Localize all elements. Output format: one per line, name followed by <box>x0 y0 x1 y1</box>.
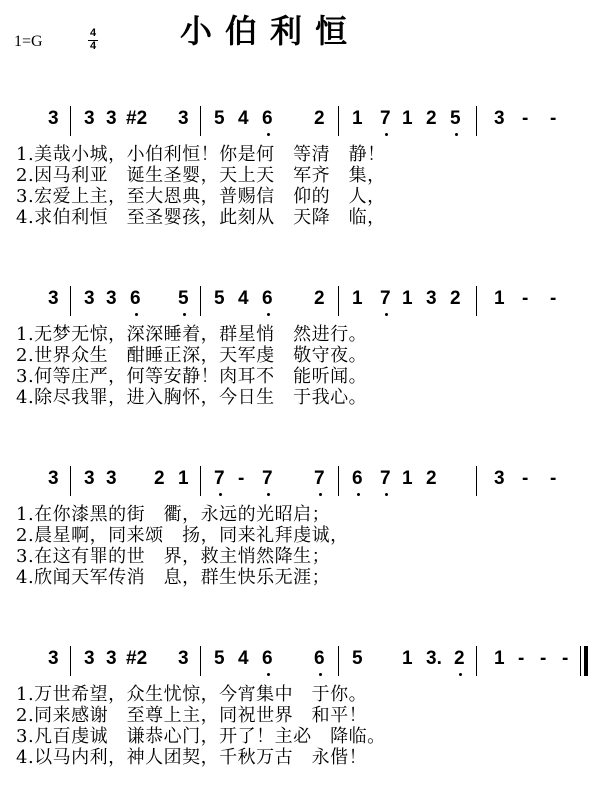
bar-line <box>338 106 339 136</box>
bar-line <box>200 646 201 676</box>
key-signature: 1=G <box>14 33 43 50</box>
bar-line <box>70 286 71 316</box>
bar-line <box>200 466 201 496</box>
note: 4 <box>238 108 249 129</box>
lyrics-block-4 <box>16 684 586 768</box>
note: 3 <box>84 648 95 669</box>
note: 5 <box>214 648 225 669</box>
lower-octave-dot <box>183 313 186 316</box>
note: #2 <box>126 648 148 669</box>
note: 2 <box>426 468 437 489</box>
note: 7 <box>380 108 391 129</box>
note: 3 <box>106 288 117 309</box>
note: 4 <box>238 648 249 669</box>
note: 6 <box>262 288 273 309</box>
note: 3 <box>84 468 95 489</box>
final-bar-thin <box>580 646 581 676</box>
note: 2 <box>450 288 461 309</box>
time-signature <box>86 28 100 53</box>
notation-line-1 <box>44 104 584 144</box>
note: - <box>550 468 557 489</box>
note: 1 <box>352 108 363 129</box>
bar-line <box>200 106 201 136</box>
note: 1 <box>494 288 505 309</box>
lower-octave-dot <box>385 313 388 316</box>
note: 3 <box>48 108 59 129</box>
note: 6 <box>352 468 363 489</box>
note: 3 <box>106 108 117 129</box>
note: 1 <box>402 648 413 669</box>
note: 3 <box>178 108 189 129</box>
note: 5 <box>214 288 225 309</box>
note: 3 <box>84 288 95 309</box>
note: 6 <box>262 648 273 669</box>
note: 3 <box>84 108 95 129</box>
lower-octave-dot <box>357 493 360 496</box>
bar-line <box>200 286 201 316</box>
note: 6 <box>130 288 141 309</box>
note: 3 <box>48 648 59 669</box>
note: - <box>550 288 557 309</box>
lower-octave-dot <box>385 493 388 496</box>
bar-line <box>338 466 339 496</box>
note: 2 <box>154 468 165 489</box>
note: 5 <box>178 288 189 309</box>
notation-line-4 <box>44 644 584 684</box>
note: - <box>550 108 557 129</box>
bar-line <box>70 466 71 496</box>
lyric-verse-4: 4.求伯利恒 至圣婴孩，此刻从 天降 临， <box>16 207 386 228</box>
note: 1 <box>402 468 413 489</box>
final-bar-thick <box>584 646 588 676</box>
lyric-verse-1: 1.无梦无惊，深深睡着，群星悄 然进行。 <box>16 324 368 345</box>
note: #2 <box>126 108 148 129</box>
lyric-verse-1: 1.万世希望，众生忧惊，今宵集中 于你。 <box>16 684 368 705</box>
lyric-verse-2: 2.同来感谢 至尊上主，同祝世界 和平！ <box>16 705 368 726</box>
lower-octave-dot <box>319 493 322 496</box>
bar-line <box>476 106 477 136</box>
note: - <box>522 108 529 129</box>
lyric-verse-4: 4.以马内利，神人团契，千秋万古 永偕！ <box>16 747 368 768</box>
note: 2 <box>454 648 465 669</box>
bar-line <box>476 466 477 496</box>
note: 7 <box>314 468 325 489</box>
time-signature-top: 4 <box>89 27 97 39</box>
note: 3 <box>494 108 505 129</box>
lower-octave-dot <box>385 133 388 136</box>
lyric-verse-1: 1.美哉小城，小伯利恒！你是何 等清 静！ <box>16 144 386 165</box>
lower-octave-dot <box>219 493 222 496</box>
lyrics-block-2 <box>16 324 586 408</box>
bar-line <box>476 646 477 676</box>
note: 7 <box>380 468 391 489</box>
lyric-verse-3: 3.何等庄严，何等安静！肉耳不 能听闻。 <box>16 366 368 387</box>
note: - <box>522 288 529 309</box>
note: 1 <box>402 108 413 129</box>
lower-octave-dot <box>455 133 458 136</box>
note: 5 <box>450 108 461 129</box>
lower-octave-dot <box>267 673 270 676</box>
lyric-verse-4: 4.除尽我罪，进入胸怀，今日生 于我心。 <box>16 387 368 408</box>
lower-octave-dot <box>459 673 462 676</box>
note: 7 <box>262 468 273 489</box>
note: 3 <box>48 468 59 489</box>
note: 7 <box>214 468 225 489</box>
bar-line <box>476 286 477 316</box>
note: 5 <box>214 108 225 129</box>
lyric-verse-2: 2.晨星啊，同来颂 扬，同来礼拜虔诚， <box>16 525 349 546</box>
lyric-verse-2: 2.因马利亚 诞生圣婴，天上天 军齐 集， <box>16 165 386 186</box>
note: 3 <box>426 288 437 309</box>
note: 6 <box>314 648 325 669</box>
time-signature-bottom: 4 <box>89 40 97 52</box>
lower-octave-dot <box>267 133 270 136</box>
note: 3 <box>106 468 117 489</box>
note: - <box>522 468 529 489</box>
lyric-verse-4: 4.欣闻天军传消 息，群生快乐无涯； <box>16 567 331 588</box>
note: 6 <box>262 108 273 129</box>
bar-line <box>70 646 71 676</box>
bar-line <box>338 646 339 676</box>
note: 1 <box>402 288 413 309</box>
lyrics-block-3 <box>16 504 586 588</box>
note: - <box>238 468 245 489</box>
note: 2 <box>314 108 325 129</box>
bar-line <box>338 286 339 316</box>
note: 4 <box>238 288 249 309</box>
lyric-verse-3: 3.宏爱上主，至大恩典，普赐信 仰的 人， <box>16 186 386 207</box>
note: 3 <box>106 648 117 669</box>
note: - <box>518 648 525 669</box>
lower-octave-dot <box>267 493 270 496</box>
lower-octave-dot <box>135 313 138 316</box>
note: 2 <box>426 108 437 129</box>
lyric-verse-1: 1.在你漆黑的街 衢，永远的光昭启； <box>16 504 331 525</box>
notation-line-3 <box>44 464 584 504</box>
lyric-verse-3: 3.在这有罪的世 界，救主悄然降生； <box>16 546 331 567</box>
note: 1 <box>178 468 189 489</box>
lyrics-block-1 <box>16 144 586 228</box>
lower-octave-dot <box>267 313 270 316</box>
notation-line-2 <box>44 284 584 324</box>
note: 3 <box>494 468 505 489</box>
note: 2 <box>314 288 325 309</box>
bar-line <box>70 106 71 136</box>
note: 3. <box>426 648 442 669</box>
song-title: 小伯利恒 <box>180 12 361 50</box>
note: 1 <box>494 648 505 669</box>
note: 5 <box>352 648 363 669</box>
note: 1 <box>352 288 363 309</box>
lower-octave-dot <box>319 673 322 676</box>
lyric-verse-3: 3.凡百虔诚 谦恭心门，开了！主必 降临。 <box>16 726 386 747</box>
lyric-verse-2: 2.世界众生 酣睡正深，天军虔 敬守夜。 <box>16 345 368 366</box>
note: 7 <box>380 288 391 309</box>
note: - <box>562 648 569 669</box>
note: - <box>540 648 547 669</box>
note: 3 <box>48 288 59 309</box>
note: 3 <box>178 648 189 669</box>
